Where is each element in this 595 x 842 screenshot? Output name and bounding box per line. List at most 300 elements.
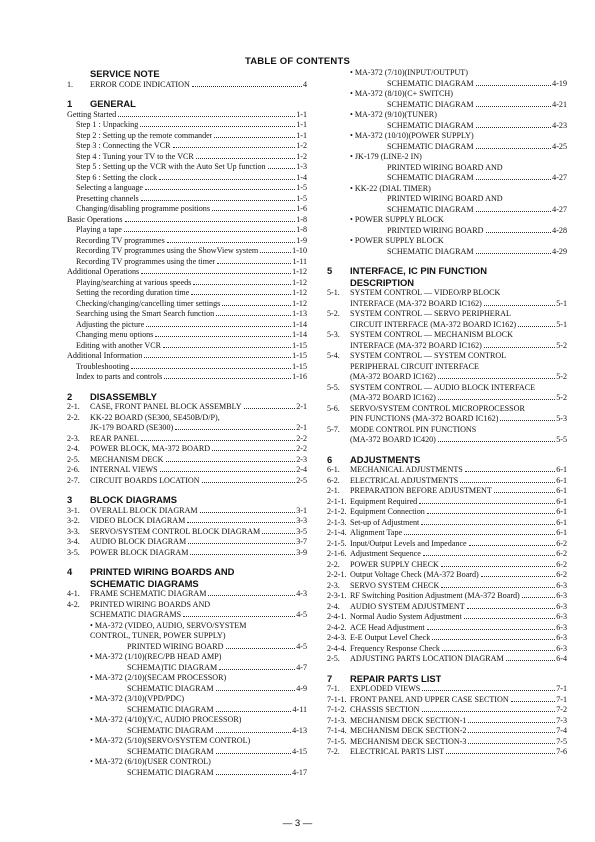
entry-label: SCHEMATIC DIAGRAM [127, 767, 214, 777]
toc-entry [67, 768, 307, 779]
toc-entry [67, 215, 307, 226]
toc-entry [67, 341, 307, 352]
entry-page-number: 1-12 [292, 267, 307, 276]
dot-leader [486, 232, 552, 233]
entry-label: Getting Started [67, 109, 117, 119]
entry-page-number: 4-17 [292, 767, 307, 777]
toc-right-column [327, 68, 567, 758]
dot-leader [244, 408, 296, 409]
toc-entry [327, 560, 567, 571]
toc-entry [67, 506, 307, 517]
toc-entry [327, 173, 567, 184]
entry-label: Presetting channels [76, 193, 139, 203]
dot-leader [118, 116, 295, 117]
entry-page-number: 1-8 [296, 225, 307, 234]
entry-label: Basic Operations [67, 214, 123, 224]
dot-leader [183, 616, 295, 617]
entry-label: MECHANISM DECK [90, 454, 164, 464]
entry-page-number: 6-3 [556, 580, 567, 590]
dot-leader [141, 200, 295, 201]
toc-entry [327, 320, 567, 331]
section-gap [67, 486, 307, 494]
toc-entry [67, 225, 307, 236]
toc-entry [327, 414, 567, 425]
entry-page-number: 6-2 [556, 570, 567, 579]
entry-label: Normal Audio System Adjustment [350, 612, 462, 621]
toc-entry [67, 589, 307, 600]
entry-number: 5-2. [327, 309, 340, 318]
entry-page-number: 3-1 [296, 505, 307, 515]
entry-label: Frequency Response Check [350, 643, 440, 653]
entry-number: 7-1-1. [327, 694, 347, 704]
toc-entry [67, 299, 307, 310]
entry-page-number: 4-5 [296, 610, 307, 619]
toc-entry [327, 726, 567, 737]
entry-page-number: 4-9 [296, 683, 307, 693]
dot-leader [226, 648, 296, 649]
dot-leader [187, 522, 295, 523]
toc-entry [67, 320, 307, 331]
entry-page-number: 1-15 [292, 361, 307, 371]
entry-page-number: 1-14 [292, 330, 307, 339]
dot-leader [196, 158, 295, 159]
toc-entry [67, 267, 307, 278]
toc-entry [67, 652, 307, 663]
dot-leader [441, 587, 555, 588]
toc-entry [67, 757, 307, 768]
toc-entry [327, 644, 567, 655]
entry-label: Editing with another VCR [76, 340, 162, 350]
entry-label: INTERFACE (MA-372 BOARD IC162) [350, 340, 482, 350]
entry-page-number: 2-5 [296, 475, 307, 485]
dot-leader [208, 595, 295, 596]
dot-leader [438, 399, 555, 400]
toc-entry [327, 623, 567, 634]
entry-label: INTERFACE (MA-372 BOARD IC162) [350, 298, 482, 308]
entry-label: SYSTEM CONTROL — VIDEO/RP BLOCK [350, 288, 501, 297]
entry-page-number: 5-2 [556, 393, 567, 402]
toc-entry [67, 152, 307, 163]
dot-leader [500, 420, 555, 421]
section-gap [327, 665, 567, 673]
entry-page-number: 1-14 [292, 319, 307, 329]
toc-entry [327, 581, 567, 592]
entry-label: SCHEMATIC DIAGRAM [387, 78, 474, 88]
entry-label: CONTROL, TUNER, POWER SUPPLY) [90, 631, 226, 640]
entry-page-number: 7-5 [556, 736, 567, 746]
toc-entry [327, 737, 567, 748]
entry-label: Troubleshooting [76, 361, 130, 371]
entry-label: SCHEMATIC DIAGRAM [127, 746, 214, 756]
entry-label: OVERALL BLOCK DIAGRAM [90, 505, 198, 515]
section-title: ADJUSTMENTS [350, 453, 421, 465]
entry-number: 3-3. [67, 526, 80, 536]
entry-page-number: 7-4 [556, 726, 567, 735]
entry-label: Adjustment Sequence [350, 549, 421, 558]
entry-number: 5-7. [327, 424, 340, 434]
entry-number: 2-5. [327, 654, 340, 663]
entry-number: 2-1-5. [327, 538, 347, 548]
dot-leader [219, 669, 295, 670]
toc-entry [327, 591, 567, 602]
entry-number: 4-2. [67, 599, 80, 609]
toc-entry [67, 131, 307, 142]
dot-leader [145, 189, 295, 190]
toc-entry [327, 383, 567, 394]
entry-label: Searching using the Smart Search function [76, 309, 215, 318]
entry-page-number: 4 [302, 79, 307, 89]
entry-page-number: 4-28 [552, 225, 567, 235]
toc-entry [67, 434, 307, 445]
toc-entry [327, 425, 567, 436]
dot-leader [268, 168, 296, 169]
toc-entry [67, 362, 307, 373]
dot-leader [216, 711, 292, 712]
entry-number: 2-6. [67, 465, 80, 474]
page-number-footer: — 3 — [282, 818, 313, 829]
entry-number: 2-1. [67, 402, 80, 411]
toc-entry [67, 694, 307, 705]
page-title: TABLE OF CONTENTS [244, 56, 351, 67]
entry-label: KK-22 BOARD (SE300, SE450B/D/P), [90, 412, 220, 422]
section-heading [67, 391, 307, 403]
entry-page-number: 6-2 [556, 538, 567, 548]
section-number: 7 [327, 672, 333, 684]
entry-label: MECHANISM DECK SECTION-3 [350, 736, 467, 746]
toc-entry [327, 695, 567, 706]
entry-page-number: 1-2 [296, 141, 307, 150]
toc-entry [327, 476, 567, 487]
toc-entry [67, 476, 307, 487]
dot-leader [212, 210, 295, 211]
entry-label: • MA-372 (10/10)(POWER SUPPLY) [350, 131, 474, 140]
entry-page-number: 7-1 [556, 694, 567, 704]
entry-number: 7-2. [327, 747, 340, 756]
toc-entry [67, 736, 307, 747]
toc-entry [67, 278, 307, 289]
dot-leader [146, 326, 291, 327]
section-title: GENERAL [90, 98, 136, 109]
dot-leader [442, 650, 555, 651]
toc-entry [67, 726, 307, 737]
entry-page-number: 1-1 [296, 120, 307, 129]
entry-number: 6-1. [327, 465, 340, 474]
section-title: PRINTED WIRING BOARDS AND [90, 566, 235, 577]
entry-number: 2-3. [327, 580, 340, 590]
toc-entry [67, 80, 307, 91]
entry-number: 5-4. [327, 351, 340, 360]
toc-entry [327, 89, 567, 100]
toc-entry [327, 142, 567, 153]
entry-page-number: 1-12 [292, 288, 307, 297]
toc-entry [327, 528, 567, 539]
entry-page-number: 6-1 [556, 507, 567, 516]
toc-entry [67, 372, 307, 383]
entry-label: SYSTEM CONTROL — AUDIO BLOCK INTERFACE [350, 382, 536, 392]
dot-leader [173, 147, 296, 148]
entry-number: 2-1-2. [327, 507, 347, 516]
section-heading [67, 566, 307, 578]
entry-number: 5-6. [327, 403, 340, 413]
dot-leader [216, 753, 292, 754]
section-heading [67, 98, 307, 110]
dot-leader [216, 774, 292, 775]
entry-label: CHASSIS SECTION [350, 705, 420, 714]
entry-page-number: 7-3 [556, 715, 567, 725]
entry-label: Recording TV programmes [76, 235, 165, 245]
entry-label: • POWER SUPPLY BLOCK [350, 215, 444, 224]
dot-leader [476, 148, 552, 149]
entry-page-number: 1-11 [292, 256, 307, 266]
entry-page-number: 3-9 [296, 547, 307, 557]
entry-label: Additional Information [67, 351, 143, 360]
toc-entry [327, 215, 567, 226]
section-number: 5 [327, 265, 333, 276]
entry-page-number: 7-1 [556, 684, 567, 693]
section-title: DESCRIPTION [350, 276, 415, 288]
toc-entry [67, 183, 307, 194]
entry-label: FRONT PANEL AND UPPER CASE SECTION [350, 694, 509, 704]
entry-label: ELECTRICAL PARTS LIST [350, 747, 445, 756]
entry-label: Input/Output Levels and Impedance [350, 538, 467, 548]
dot-leader [167, 242, 295, 243]
section-number: 3 [67, 494, 73, 505]
entry-label: Selecting a language [76, 183, 143, 192]
toc-entry [67, 173, 307, 184]
dot-leader [484, 305, 555, 306]
entry-number: 2-1-1. [327, 496, 347, 506]
section-heading [67, 494, 307, 506]
dot-leader [214, 137, 295, 138]
entry-number: 2-2. [327, 559, 340, 569]
toc-entry [67, 402, 307, 413]
entry-label: SCHEMATIC DIAGRAM [387, 99, 474, 109]
section-gap [67, 383, 307, 391]
entry-label: Step 5 : Setting up the VCR with the Auto Set Up function [76, 162, 266, 171]
entry-page-number: 6-3 [556, 591, 567, 600]
dot-leader [427, 629, 556, 630]
toc-entry [67, 330, 307, 341]
entry-label: • MA-372 (4/10)(Y/C, AUDIO PROCESSOR) [90, 715, 242, 724]
dot-leader [421, 524, 555, 525]
dot-leader [262, 533, 295, 534]
toc-entry [327, 100, 567, 111]
entry-label: POWER BLOCK, MA-372 BOARD [90, 444, 211, 453]
entry-label: • MA-372 (1/10)(REC/PB HEAD AMP) [90, 652, 222, 661]
entry-page-number: 4-23 [552, 120, 567, 130]
toc-entry [327, 747, 567, 758]
entry-label: ACE Head Adjustment [350, 622, 425, 632]
dot-leader [476, 85, 552, 86]
toc-entry [327, 110, 567, 121]
toc-entry [327, 612, 567, 623]
section-number: 6 [327, 453, 333, 465]
entry-label: PRINTED WIRING BOARD [127, 641, 224, 651]
entry-page-number: 4-29 [552, 246, 567, 256]
dot-leader [188, 543, 295, 544]
toc-entry [327, 404, 567, 415]
toc-entry [327, 684, 567, 695]
dot-leader [217, 263, 291, 264]
toc-entry [327, 518, 567, 529]
entry-label: Step 4 : Tuning your TV to the VCR [76, 151, 194, 161]
dot-leader [166, 461, 296, 462]
entry-label: CASE, FRONT PANEL BLOCK ASSEMBLY [90, 402, 242, 411]
dot-leader [422, 711, 556, 712]
toc-entry [327, 152, 567, 163]
toc-entry [67, 288, 307, 299]
dot-leader [438, 441, 555, 442]
entry-page-number: 6-1 [556, 465, 567, 474]
entry-label: • KK-22 (DIAL TIMER) [350, 183, 431, 193]
entry-page-number: 5-2 [556, 372, 567, 381]
dot-leader [191, 294, 291, 295]
entry-label: EXPLODED VIEWS [350, 684, 421, 693]
entry-label: Equipment Required [350, 496, 418, 506]
dot-leader [212, 450, 295, 451]
toc-entry [67, 162, 307, 173]
toc-entry [67, 621, 307, 632]
dot-leader [522, 597, 555, 598]
section-title: DISASSEMBLY [90, 390, 157, 402]
toc-entry [67, 548, 307, 559]
dot-leader [460, 482, 555, 483]
entry-page-number: 4-11 [292, 704, 307, 714]
entry-number: 5-3. [327, 330, 340, 339]
toc-entry [67, 673, 307, 684]
entry-page-number: 4-5 [296, 641, 307, 651]
dot-leader [469, 545, 556, 546]
toc-entry [67, 516, 307, 527]
dot-leader [422, 690, 555, 691]
dot-leader [163, 347, 291, 348]
toc-entry [67, 527, 307, 538]
dot-leader [511, 701, 556, 702]
entry-label: AUDIO SYSTEM ADJUSTMENT [350, 601, 465, 611]
section-title: REPAIR PARTS LIST [350, 672, 442, 684]
dot-leader [476, 179, 552, 180]
section-number: 4 [67, 566, 73, 577]
dot-leader [159, 179, 295, 180]
toc-entry [327, 465, 567, 476]
entry-label: E-E Output Level Check [350, 633, 431, 642]
toc-entry [67, 110, 307, 121]
entry-page-number: 6-1 [556, 486, 567, 495]
dot-leader [427, 513, 555, 514]
entry-page-number: 1-16 [292, 372, 307, 381]
entry-label: SERVO SYSTEM CHECK [350, 580, 440, 590]
entry-page-number: 2-4 [296, 465, 307, 474]
dot-leader [506, 660, 556, 661]
entry-label: SCHEMATIC DIAGRAM [387, 246, 474, 256]
section-heading [327, 673, 567, 685]
entry-page-number: 6-3 [556, 643, 567, 653]
toc-entry [67, 141, 307, 152]
entry-label: SCHEMATIC DIAGRAM [387, 204, 474, 214]
entry-page-number: 6-1 [556, 517, 567, 527]
entry-page-number: 5-2 [556, 340, 567, 350]
entry-number: 7-1-3. [327, 715, 347, 725]
entry-page-number: 3-7 [296, 537, 307, 546]
entry-label: • POWER SUPPLY BLOCK [350, 236, 444, 245]
entry-number: 5-1. [327, 288, 340, 297]
entry-label: Step 3 : Connecting the VCR [76, 141, 171, 150]
toc-entry [327, 226, 567, 237]
entry-label: Alignment Tape [350, 528, 403, 537]
entry-label: PERIPHERAL CIRCUIT INTERFACE [350, 361, 479, 371]
toc-entry [67, 309, 307, 320]
entry-number: 2-4-4. [327, 643, 347, 653]
entry-label: POWER SUPPLY CHECK [350, 559, 439, 569]
entry-page-number: 2-3 [296, 454, 307, 464]
entry-number: 3-1. [67, 505, 80, 515]
entry-label: Adjusting the picture [76, 319, 145, 329]
dot-leader [446, 753, 555, 754]
entry-number: 2-4. [67, 444, 80, 453]
entry-label: POWER BLOCK DIAGRAM [90, 547, 189, 557]
entry-label: Playing a tape [76, 225, 122, 234]
entry-number: 2-1-4. [327, 528, 347, 537]
toc-entry [67, 537, 307, 548]
entry-number: 2-3. [67, 433, 80, 443]
entry-label: Step 1 : Unpacking [76, 120, 139, 129]
entry-page-number: 6-1 [556, 528, 567, 537]
entry-label: Step 6 : Setting the clock [76, 172, 158, 182]
entry-label: SYSTEM CONTROL — SYSTEM CONTROL [350, 351, 507, 360]
entry-page-number: 4-3 [296, 589, 307, 598]
toc-entry [327, 309, 567, 320]
toc-entry [327, 184, 567, 195]
section-number: 2 [67, 390, 73, 402]
toc-entry [327, 351, 567, 362]
toc-entry [327, 121, 567, 132]
entry-label: Additional Operations [67, 267, 140, 276]
dot-leader [193, 284, 291, 285]
section-gap [327, 446, 567, 454]
toc-entry [327, 570, 567, 581]
entry-page-number: 5-1 [556, 298, 567, 308]
entry-number: 2-1. [327, 486, 340, 495]
entry-label: • JK-179 (LINE-2 IN) [350, 152, 422, 161]
toc-entry [67, 600, 307, 611]
dot-leader [464, 618, 555, 619]
entry-label: • MA-372 (5/10)(SERVO/SYSTEM CONTROL) [90, 736, 251, 745]
toc-entry [327, 362, 567, 373]
toc-entry [67, 715, 307, 726]
entry-label: AUDIO BLOCK DIAGRAM [90, 537, 187, 546]
entry-number: 2-4. [327, 601, 340, 611]
entry-page-number: 3-3 [296, 516, 307, 525]
entry-label: (MA-372 BOARD IC162) [350, 372, 436, 381]
entry-label: SERVO/SYSTEM CONTROL MICROPROCESSOR [350, 403, 525, 413]
dot-leader [222, 305, 291, 306]
entry-page-number: 1-13 [292, 309, 307, 318]
dot-leader [468, 743, 555, 744]
entry-label: Equipment Connection [350, 507, 425, 516]
dot-leader [131, 368, 291, 369]
dot-leader [465, 471, 555, 472]
dot-leader [175, 429, 295, 430]
entry-page-number: 4-15 [292, 746, 307, 756]
entry-page-number: 2-2 [296, 444, 307, 453]
entry-number: 2-2. [67, 412, 80, 422]
section-heading [67, 578, 307, 590]
entry-page-number: 6-3 [556, 622, 567, 632]
toc-entry [67, 236, 307, 247]
entry-number: 1. [67, 79, 74, 89]
toc-entry [327, 549, 567, 560]
entry-page-number: 1-1 [296, 130, 307, 140]
